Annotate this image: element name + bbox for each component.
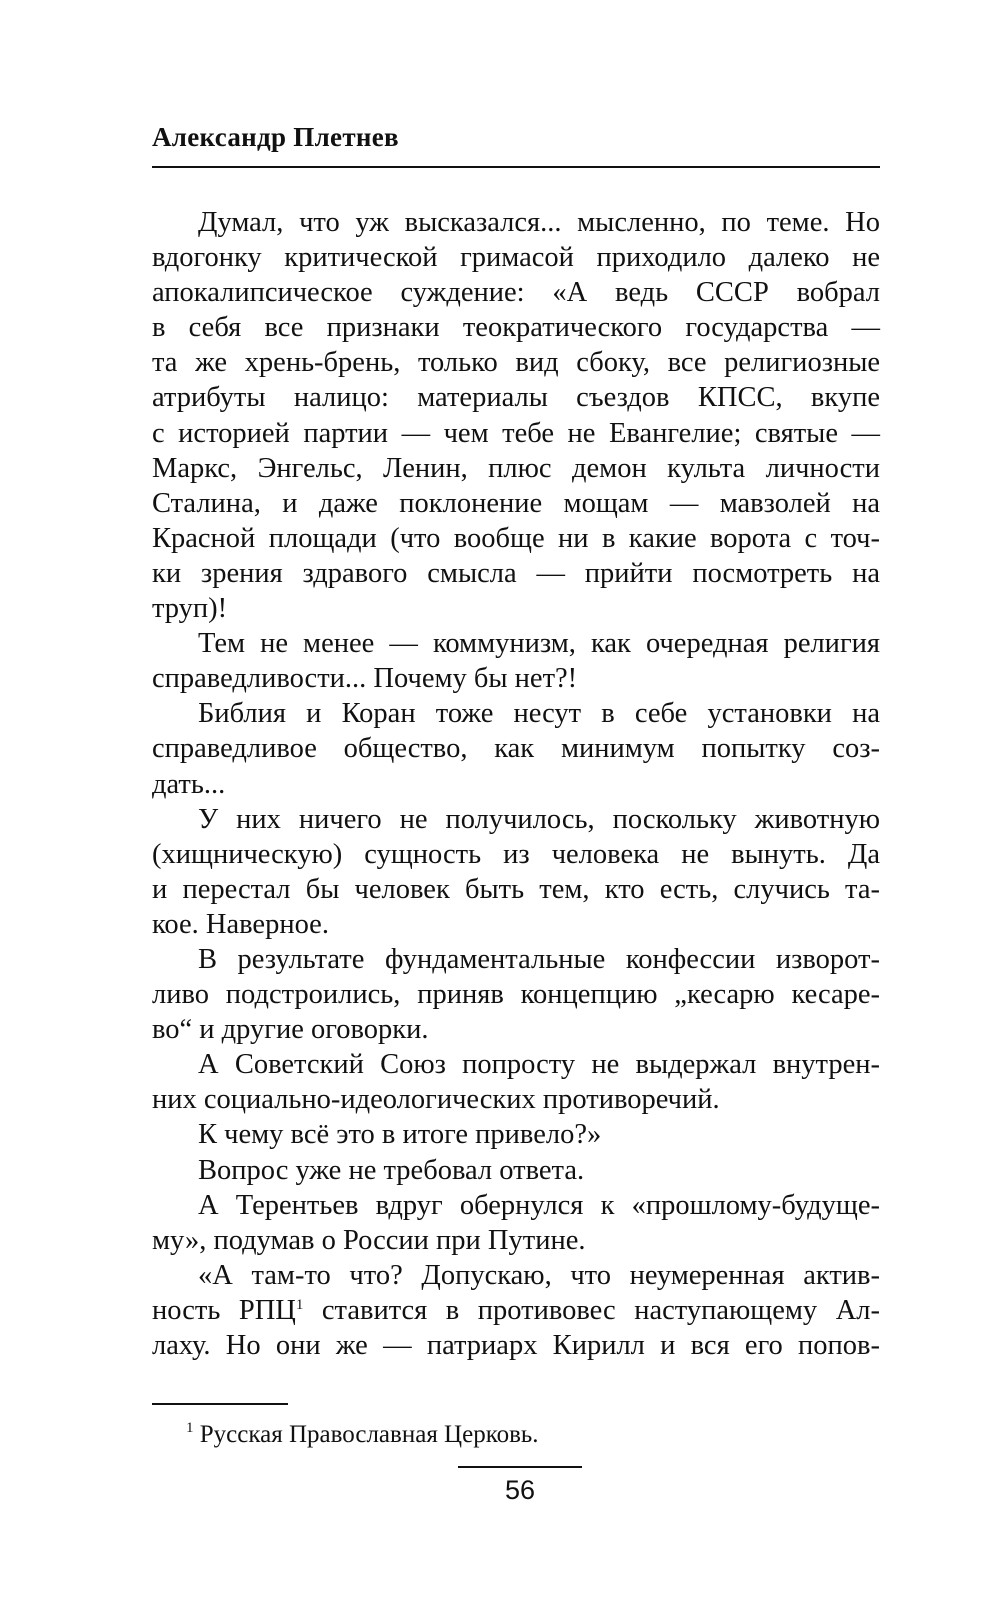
text-line: ливо подстроились, приняв концепцию „кесарю кесаре-	[152, 979, 880, 1011]
page-number-rule	[458, 1466, 582, 1468]
text-line: вдогонку критической гримасой приходило далеко не	[152, 242, 880, 274]
text-line: Тем не менее — коммунизм, как очередная религия	[198, 628, 880, 660]
text-line: В результате фундаментальные конфессии изворот-	[198, 943, 880, 975]
text-line: Сталина, и даже поклонение мощам — мавзолей на	[152, 487, 880, 519]
text-line: дать...	[152, 768, 226, 800]
text-line	[152, 1293, 880, 1328]
text-line: труп)!	[152, 593, 228, 625]
text-line: справедливости... Почему бы нет?!	[152, 663, 578, 695]
running-header-author: Александр Плетнев	[152, 122, 399, 152]
text-line: У них ничего не получилось, поскольку животную	[198, 803, 880, 835]
text-line: ки зрения здравого смысла — прийти посмотреть на	[152, 557, 880, 589]
text-line: Красной площади (что вообще ни в какие ворота с точ-	[152, 522, 880, 554]
text-line: «А там-то что? Допускаю, что неумеренная актив-	[198, 1259, 880, 1291]
text-line: кое. Наверное.	[152, 908, 329, 940]
footnote-marker: 1	[186, 1420, 194, 1436]
text-line: Вопрос уже не требовал ответа.	[198, 1154, 585, 1186]
text-line: и перестал бы человек быть тем, кто есть, случись та-	[152, 873, 880, 905]
text-line: (хищническую) сущность из человека не вынуть. Да	[152, 838, 880, 870]
text-line: во“ и другие оговорки.	[152, 1014, 429, 1046]
page-number: 56	[504, 1475, 536, 1505]
text-line: атрибуты налицо: материалы съездов КПСС, вкупе	[152, 382, 880, 414]
text-line: Библия и Коран тоже несут в себе установки на	[198, 698, 880, 730]
header-rule	[152, 166, 880, 168]
text-line: А Советский Союз попросту не выдержал внутрен-	[198, 1049, 880, 1081]
text-line: в себя все признаки теократического государства —	[152, 312, 880, 344]
text-line: справедливое общество, как минимум попытку соз-	[152, 733, 880, 765]
text-line: А Терентьев вдруг обернулся к «прошлому-будуще-	[198, 1189, 880, 1221]
text-line: апокалипсическое суждение: «А ведь СССР вобрал	[152, 277, 880, 309]
text-line: К чему всё это в итоге привело?»	[198, 1119, 602, 1151]
text-line: Думал, что уж высказался... мысленно, по теме. Но	[198, 207, 880, 238]
text-line: му», подумав о России при Путине.	[152, 1224, 586, 1256]
text-line-part: ность РПЦ	[152, 1294, 296, 1326]
text-line: лаху. Но они же — патриарх Кирилл и вся его попов-	[152, 1330, 880, 1361]
text-line: с историей партии — чем тебе не Евангелие; святые —	[152, 417, 880, 449]
text-line: них социально-идеологических противоречий.	[152, 1084, 720, 1116]
footnote-ref: 1	[295, 1296, 304, 1313]
text-line-part: ставится в противовес наступающему Ал-	[303, 1294, 880, 1326]
text-line: та же хрень-брень, только вид сбоку, все религиозные	[152, 347, 880, 379]
footnote-text: Русская Православная Церковь.	[199, 1421, 539, 1448]
footnote	[186, 1420, 539, 1450]
text-line: Маркс, Энгельс, Ленин, плюс демон культа личности	[152, 452, 880, 484]
body-text	[152, 205, 880, 1363]
footnote-rule	[152, 1403, 288, 1405]
